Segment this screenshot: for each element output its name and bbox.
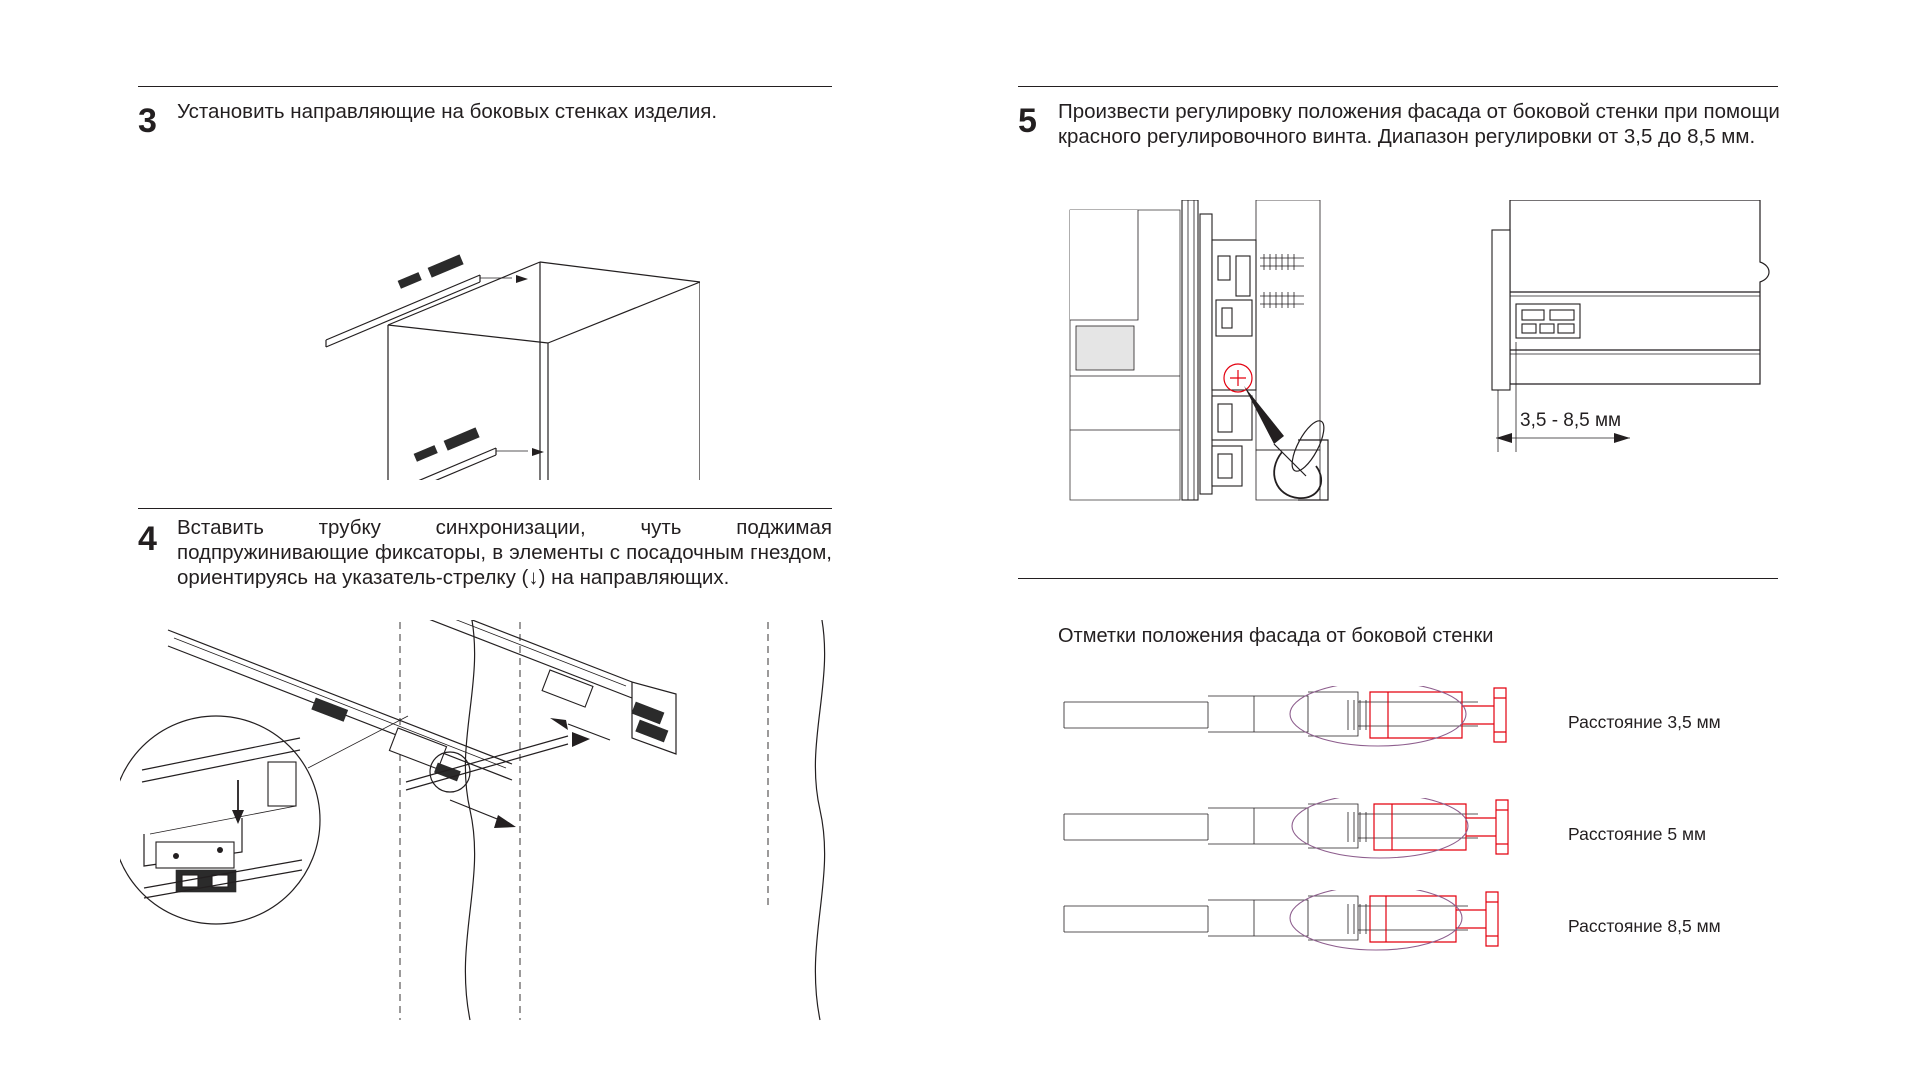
figure-step-5-front-view — [1430, 200, 1810, 500]
step-5-text: Произвести регулировку положения фасада от боковой стенки при помощи красного регулировочного винта. Диапазон регулировки от 3,5 до 8,5 мм. — [1058, 100, 1780, 148]
step-4-text: Вставить трубку синхронизации, чуть поджимая подпружинивающие фиксаторы, в элементы с посадочным гнездом, ориентируясь на указатель-стрелку (↓) на направляющих. — [177, 516, 832, 589]
figure-mark-5mm — [1058, 798, 1548, 860]
step-3-text: Установить направляющие на боковых стенках изделия. — [177, 100, 718, 123]
mark-label-2: Расстояние 5 мм — [1568, 824, 1707, 844]
figure-mark-3-5mm — [1058, 686, 1548, 748]
mark-label-3: Расстояние 8,5 мм — [1568, 916, 1721, 936]
step-5-divider — [1018, 86, 1778, 87]
step-4-number: 4 — [138, 520, 157, 558]
figure-step-5-cross-section — [1060, 200, 1390, 540]
step-4-divider — [138, 508, 832, 509]
figure-mark-8-5mm — [1058, 890, 1548, 952]
figure-step-4-sync-tube — [120, 620, 880, 1040]
figure-step-3-cabinet — [280, 140, 700, 480]
step-5-dimension-label: 3,5 - 8,5 мм — [1520, 410, 1622, 431]
marks-section-divider — [1018, 578, 1778, 579]
step-3-divider — [138, 86, 832, 87]
mark-label-1: Расстояние 3,5 мм — [1568, 712, 1721, 732]
step-3-number: 3 — [138, 102, 157, 140]
marks-section-title: Отметки положения фасада от боковой стенки — [1058, 625, 1494, 647]
step-5-number: 5 — [1018, 102, 1037, 140]
